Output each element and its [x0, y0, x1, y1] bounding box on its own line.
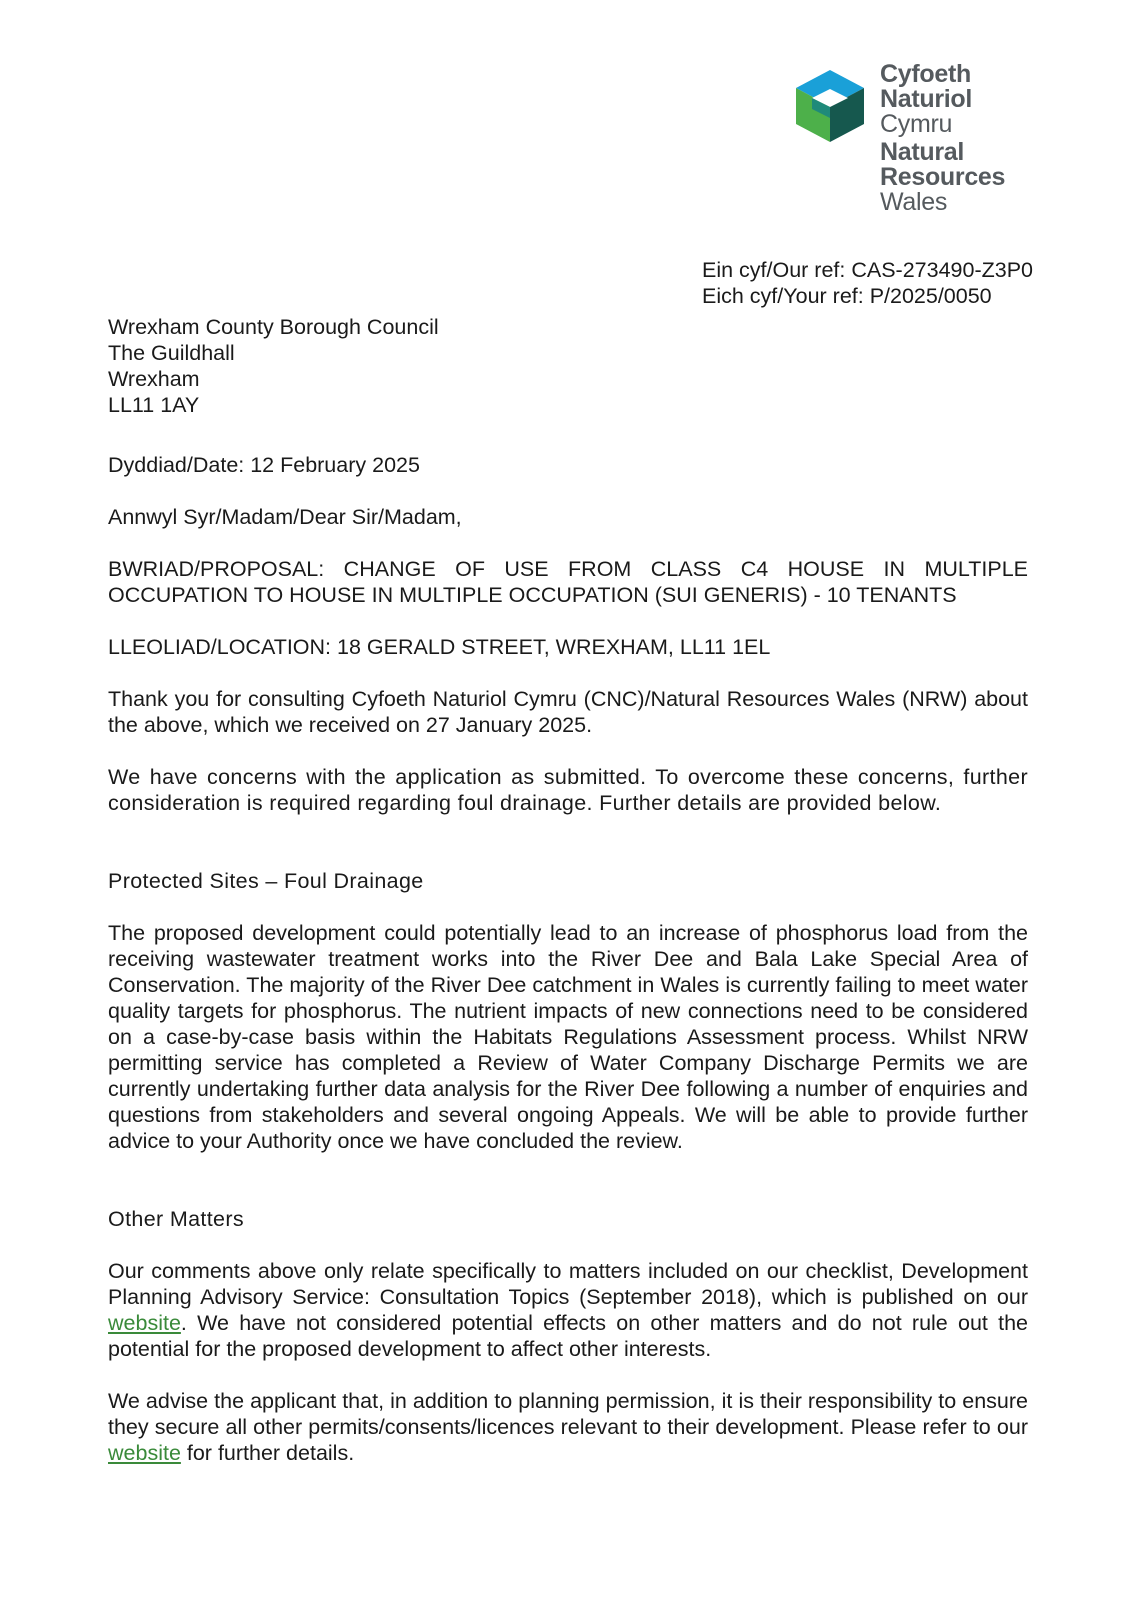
paragraph-thanks: Thank you for consulting Cyfoeth Naturiol Cymru (CNC)/Natural Resources Wales (NRW) about the above, which we received on 27 January 2025.	[108, 687, 1028, 737]
paragraph-other-text-2: . We have not considered potential effects on other matters and do not rule out the potential for the proposed development to affect other interests.	[108, 1311, 1028, 1361]
nrw-hexagon-logo-icon	[792, 68, 868, 144]
paragraph-concerns: We have concerns with the application as submitted. To overcome these concerns, further consideration is required regarding foul drainage. Further details are provided below.	[108, 765, 1028, 815]
paragraph-advise-text-2: for further details.	[180, 1441, 355, 1465]
logo-line-cymru: Cymru	[880, 110, 953, 138]
paragraph-advise-text-1: We advise the applicant that, in addition to planning permission, it is their responsibility to ensure they secure all other permits/consents/licences relevant to their development. Please refer to our	[108, 1389, 1028, 1439]
location: LLEOLIAD/LOCATION: 18 GERALD STREET, WREXHAM, LL11 1EL	[108, 635, 771, 659]
your-reference: Eich cyf/Your ref: P/2025/0050	[702, 284, 992, 308]
address-line-1: Wrexham County Borough Council	[108, 315, 439, 339]
paragraph-protected-sites: The proposed development could potentially lead to an increase of phosphorus load from the receiving wastewater treatment works into the River Dee and Bala Lake Special Area of Conservation. The majority of the River Dee catchment in Wales is currently failing to meet water quality targets for phosphorus. The nutrient impacts of new connections need to be considered on a case-by-case basis within the Habitats Regulations Assessment process. Whilst NRW permitting service has completed a Review of Water Company Discharge Permits we are currently undertaking further data analysis for the River Dee following a number of enquiries and questions from stakeholders and several ongoing Appeals. We will be able to provide further advice to your Authority once we have concluded the review.	[108, 921, 1028, 1153]
our-reference: Ein cyf/Our ref: CAS-273490-Z3P0	[702, 258, 1034, 282]
paragraph-advise	[108, 1388, 1028, 1466]
website-link-2[interactable]: website	[108, 1441, 181, 1465]
heading-other-matters: Other Matters	[108, 1207, 244, 1231]
address-line-2: The Guildhall	[108, 341, 235, 365]
address-line-3: Wrexham	[108, 367, 200, 391]
reference-block	[702, 257, 1033, 309]
letter-date: Dyddiad/Date: 12 February 2025	[108, 453, 420, 477]
address-line-4: LL11 1AY	[108, 393, 200, 417]
heading-protected-sites: Protected Sites – Foul Drainage	[108, 869, 424, 893]
recipient-address	[108, 314, 439, 418]
nrw-logo	[792, 62, 1032, 222]
paragraph-other-text-1: Our comments above only relate specifically to matters included on our checklist, Development Planning Advisory Service: Consultation Topics (September 2018), which is published on our	[108, 1259, 1028, 1309]
logo-line-naturiol: Naturiol	[880, 85, 973, 113]
logo-line-cyfoeth: Cyfoeth	[880, 60, 971, 88]
logo-wordmark	[880, 62, 1005, 215]
logo-line-natural: Natural	[880, 138, 965, 166]
logo-line-wales: Wales	[880, 188, 948, 216]
logo-line-resources: Resources	[880, 163, 1006, 191]
website-link[interactable]: website	[108, 1311, 181, 1335]
proposal: BWRIAD/PROPOSAL: CHANGE OF USE FROM CLASS C4 HOUSE IN MULTIPLE OCCUPATION TO HOUSE IN MULTIPLE OCCUPATION (SUI GENERIS) - 10 TENANTS	[108, 557, 1028, 607]
salutation: Annwyl Syr/Madam/Dear Sir/Madam,	[108, 505, 462, 529]
paragraph-other-matters	[108, 1258, 1028, 1362]
